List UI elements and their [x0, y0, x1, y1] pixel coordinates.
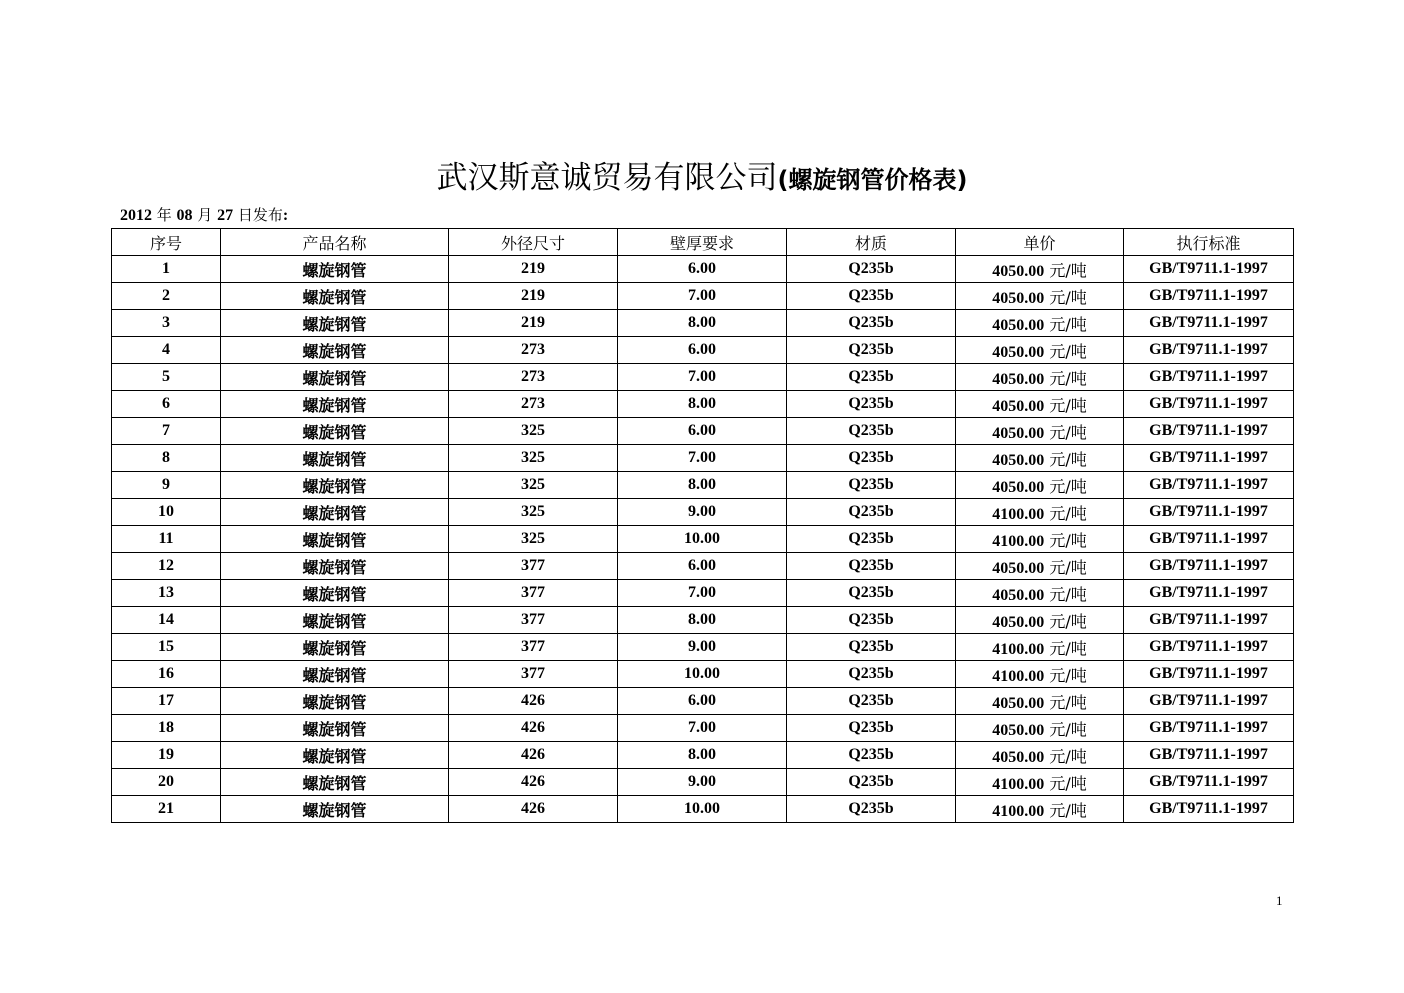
cell-material: Q235b [787, 499, 956, 526]
page-number: 1 [1276, 893, 1283, 908]
cell-product-name: 螺旋钢管 [221, 256, 449, 283]
cell-wall-thickness: 8.00 [618, 391, 787, 418]
cell-product-name: 螺旋钢管 [221, 661, 449, 688]
cell-outer-diameter: 426 [449, 796, 618, 823]
price-value: 4050.00 [992, 289, 1045, 307]
cell-unit-price [956, 256, 1124, 283]
cell-unit-price [956, 418, 1124, 445]
document-title [0, 156, 1404, 206]
cell-wall-thickness: 6.00 [618, 337, 787, 364]
cell-no: 18 [112, 715, 221, 742]
cell-product-name: 螺旋钢管 [221, 634, 449, 661]
header-unit-price: 单价 [956, 229, 1124, 256]
publish-day: 27 [217, 207, 234, 224]
cell-material: Q235b [787, 742, 956, 769]
cell-no: 15 [112, 634, 221, 661]
table-row [112, 364, 1294, 391]
cell-material: Q235b [787, 607, 956, 634]
table-row [112, 337, 1294, 364]
price-unit: 元/吨 [1044, 341, 1087, 361]
cell-wall-thickness: 6.00 [618, 418, 787, 445]
cell-product-name: 螺旋钢管 [221, 418, 449, 445]
cell-standard: GB/T9711.1-1997 [1124, 742, 1294, 769]
cell-unit-price [956, 796, 1124, 823]
price-unit: 元/吨 [1044, 530, 1087, 550]
cell-outer-diameter: 219 [449, 256, 618, 283]
cell-standard: GB/T9711.1-1997 [1124, 769, 1294, 796]
cell-wall-thickness: 8.00 [618, 472, 787, 499]
cell-standard: GB/T9711.1-1997 [1124, 418, 1294, 445]
price-value: 4050.00 [992, 343, 1045, 361]
cell-outer-diameter: 219 [449, 283, 618, 310]
cell-standard: GB/T9711.1-1997 [1124, 553, 1294, 580]
header-wall-thickness: 壁厚要求 [618, 229, 787, 256]
cell-material: Q235b [787, 553, 956, 580]
cell-outer-diameter: 426 [449, 715, 618, 742]
cell-no: 20 [112, 769, 221, 796]
price-value: 4050.00 [992, 397, 1045, 415]
table-header-row [112, 229, 1294, 256]
cell-outer-diameter: 325 [449, 472, 618, 499]
cell-no: 1 [112, 256, 221, 283]
cell-standard: GB/T9711.1-1997 [1124, 256, 1294, 283]
price-value: 4100.00 [992, 667, 1045, 685]
table-row [112, 499, 1294, 526]
publish-month: 08 [176, 207, 193, 224]
cell-no: 9 [112, 472, 221, 499]
cell-no: 14 [112, 607, 221, 634]
cell-unit-price [956, 580, 1124, 607]
table-row [112, 580, 1294, 607]
month-unit: 月 [192, 206, 218, 224]
cell-wall-thickness: 10.00 [618, 796, 787, 823]
table-row [112, 526, 1294, 553]
cell-no: 8 [112, 445, 221, 472]
cell-material: Q235b [787, 445, 956, 472]
header-no: 序号 [112, 229, 221, 256]
cell-outer-diameter: 377 [449, 553, 618, 580]
cell-no: 2 [112, 283, 221, 310]
price-unit: 元/吨 [1044, 260, 1087, 280]
price-value: 4100.00 [992, 532, 1045, 550]
price-value: 4050.00 [992, 451, 1045, 469]
company-name: 武汉斯意诚贸易有限公司 [436, 160, 778, 196]
header-material: 材质 [787, 229, 956, 256]
header-outer-diameter: 外径尺寸 [449, 229, 618, 256]
price-value: 4050.00 [992, 613, 1045, 631]
price-unit: 元/吨 [1044, 638, 1087, 658]
cell-outer-diameter: 325 [449, 445, 618, 472]
header-standard: 执行标准 [1124, 229, 1294, 256]
cell-outer-diameter: 273 [449, 391, 618, 418]
cell-material: Q235b [787, 526, 956, 553]
cell-unit-price [956, 742, 1124, 769]
cell-unit-price [956, 526, 1124, 553]
year-unit: 年 [152, 206, 177, 224]
price-unit: 元/吨 [1044, 584, 1087, 604]
cell-standard: GB/T9711.1-1997 [1124, 607, 1294, 634]
cell-unit-price [956, 715, 1124, 742]
table-row [112, 472, 1294, 499]
cell-wall-thickness: 6.00 [618, 688, 787, 715]
cell-wall-thickness: 9.00 [618, 499, 787, 526]
cell-no: 19 [112, 742, 221, 769]
cell-material: Q235b [787, 310, 956, 337]
cell-product-name: 螺旋钢管 [221, 742, 449, 769]
cell-outer-diameter: 377 [449, 634, 618, 661]
cell-material: Q235b [787, 661, 956, 688]
cell-material: Q235b [787, 256, 956, 283]
cell-product-name: 螺旋钢管 [221, 580, 449, 607]
cell-material: Q235b [787, 715, 956, 742]
cell-unit-price [956, 661, 1124, 688]
cell-wall-thickness: 10.00 [618, 661, 787, 688]
price-unit: 元/吨 [1044, 665, 1087, 685]
cell-standard: GB/T9711.1-1997 [1124, 337, 1294, 364]
price-unit: 元/吨 [1044, 449, 1087, 469]
cell-standard: GB/T9711.1-1997 [1124, 499, 1294, 526]
cell-product-name: 螺旋钢管 [221, 472, 449, 499]
cell-wall-thickness: 10.00 [618, 526, 787, 553]
cell-product-name: 螺旋钢管 [221, 715, 449, 742]
price-unit: 元/吨 [1044, 395, 1087, 415]
cell-product-name: 螺旋钢管 [221, 337, 449, 364]
cell-standard: GB/T9711.1-1997 [1124, 472, 1294, 499]
table-row [112, 634, 1294, 661]
cell-product-name: 螺旋钢管 [221, 769, 449, 796]
cell-material: Q235b [787, 364, 956, 391]
table-row [112, 283, 1294, 310]
publish-date [120, 204, 288, 225]
table-row [112, 661, 1294, 688]
table-row [112, 742, 1294, 769]
header-product-name: 产品名称 [221, 229, 449, 256]
cell-product-name: 螺旋钢管 [221, 283, 449, 310]
price-value: 4050.00 [992, 559, 1045, 577]
cell-product-name: 螺旋钢管 [221, 391, 449, 418]
cell-product-name: 螺旋钢管 [221, 445, 449, 472]
table-row [112, 769, 1294, 796]
cell-unit-price [956, 283, 1124, 310]
cell-standard: GB/T9711.1-1997 [1124, 526, 1294, 553]
table-row [112, 688, 1294, 715]
cell-standard: GB/T9711.1-1997 [1124, 283, 1294, 310]
cell-no: 6 [112, 391, 221, 418]
date-colon: : [282, 207, 289, 224]
cell-product-name: 螺旋钢管 [221, 688, 449, 715]
cell-unit-price [956, 769, 1124, 796]
price-value: 4050.00 [992, 316, 1045, 334]
cell-material: Q235b [787, 283, 956, 310]
price-value: 4050.00 [992, 424, 1045, 442]
table-row [112, 607, 1294, 634]
table-row [112, 256, 1294, 283]
cell-material: Q235b [787, 580, 956, 607]
cell-wall-thickness: 8.00 [618, 607, 787, 634]
cell-standard: GB/T9711.1-1997 [1124, 634, 1294, 661]
cell-outer-diameter: 426 [449, 769, 618, 796]
cell-no: 17 [112, 688, 221, 715]
cell-standard: GB/T9711.1-1997 [1124, 445, 1294, 472]
cell-wall-thickness: 7.00 [618, 445, 787, 472]
table-row [112, 445, 1294, 472]
price-value: 4050.00 [992, 694, 1045, 712]
price-value: 4050.00 [992, 478, 1045, 496]
cell-unit-price [956, 337, 1124, 364]
cell-material: Q235b [787, 796, 956, 823]
cell-wall-thickness: 7.00 [618, 580, 787, 607]
cell-product-name: 螺旋钢管 [221, 796, 449, 823]
cell-standard: GB/T9711.1-1997 [1124, 310, 1294, 337]
cell-no: 16 [112, 661, 221, 688]
cell-product-name: 螺旋钢管 [221, 364, 449, 391]
cell-wall-thickness: 6.00 [618, 553, 787, 580]
price-unit: 元/吨 [1044, 800, 1087, 820]
cell-wall-thickness: 6.00 [618, 256, 787, 283]
cell-material: Q235b [787, 634, 956, 661]
cell-wall-thickness: 8.00 [618, 310, 787, 337]
title-subtitle: (螺旋钢管价格表) [777, 166, 968, 194]
cell-wall-thickness: 7.00 [618, 715, 787, 742]
table-body [112, 256, 1294, 823]
price-value: 4100.00 [992, 640, 1045, 658]
cell-unit-price [956, 688, 1124, 715]
cell-no: 7 [112, 418, 221, 445]
table-row [112, 553, 1294, 580]
cell-material: Q235b [787, 472, 956, 499]
cell-wall-thickness: 9.00 [618, 769, 787, 796]
cell-no: 3 [112, 310, 221, 337]
cell-outer-diameter: 273 [449, 337, 618, 364]
cell-material: Q235b [787, 391, 956, 418]
cell-no: 12 [112, 553, 221, 580]
table-row [112, 796, 1294, 823]
price-value: 4100.00 [992, 802, 1045, 820]
cell-product-name: 螺旋钢管 [221, 526, 449, 553]
price-unit: 元/吨 [1044, 746, 1087, 766]
price-table [111, 228, 1294, 823]
cell-outer-diameter: 377 [449, 661, 618, 688]
cell-no: 4 [112, 337, 221, 364]
price-unit: 元/吨 [1044, 773, 1087, 793]
price-value: 4100.00 [992, 775, 1045, 793]
table-row [112, 715, 1294, 742]
price-value: 4050.00 [992, 586, 1045, 604]
price-value: 4100.00 [992, 505, 1045, 523]
price-unit: 元/吨 [1044, 287, 1087, 307]
cell-product-name: 螺旋钢管 [221, 553, 449, 580]
cell-outer-diameter: 426 [449, 688, 618, 715]
price-value: 4050.00 [992, 721, 1045, 739]
cell-unit-price [956, 445, 1124, 472]
price-unit: 元/吨 [1044, 314, 1087, 334]
cell-outer-diameter: 273 [449, 364, 618, 391]
cell-standard: GB/T9711.1-1997 [1124, 796, 1294, 823]
price-value: 4050.00 [992, 262, 1045, 280]
price-unit: 元/吨 [1044, 422, 1087, 442]
price-unit: 元/吨 [1044, 692, 1087, 712]
day-unit: 日发布 [233, 206, 283, 224]
table-row [112, 418, 1294, 445]
cell-standard: GB/T9711.1-1997 [1124, 688, 1294, 715]
cell-unit-price [956, 391, 1124, 418]
cell-outer-diameter: 325 [449, 526, 618, 553]
cell-unit-price [956, 499, 1124, 526]
price-value: 4050.00 [992, 748, 1045, 766]
cell-no: 5 [112, 364, 221, 391]
cell-material: Q235b [787, 418, 956, 445]
price-unit: 元/吨 [1044, 503, 1087, 523]
cell-wall-thickness: 7.00 [618, 283, 787, 310]
table-row [112, 391, 1294, 418]
cell-outer-diameter: 219 [449, 310, 618, 337]
price-unit: 元/吨 [1044, 611, 1087, 631]
cell-outer-diameter: 377 [449, 580, 618, 607]
price-value: 4050.00 [992, 370, 1045, 388]
price-unit: 元/吨 [1044, 476, 1087, 496]
price-unit: 元/吨 [1044, 368, 1087, 388]
cell-material: Q235b [787, 337, 956, 364]
cell-unit-price [956, 310, 1124, 337]
table-row [112, 310, 1294, 337]
cell-standard: GB/T9711.1-1997 [1124, 580, 1294, 607]
publish-year: 2012 [120, 207, 152, 224]
cell-outer-diameter: 325 [449, 499, 618, 526]
cell-unit-price [956, 364, 1124, 391]
cell-outer-diameter: 377 [449, 607, 618, 634]
cell-standard: GB/T9711.1-1997 [1124, 391, 1294, 418]
cell-unit-price [956, 607, 1124, 634]
cell-material: Q235b [787, 769, 956, 796]
cell-outer-diameter: 426 [449, 742, 618, 769]
cell-standard: GB/T9711.1-1997 [1124, 364, 1294, 391]
cell-product-name: 螺旋钢管 [221, 310, 449, 337]
cell-unit-price [956, 553, 1124, 580]
cell-product-name: 螺旋钢管 [221, 607, 449, 634]
cell-unit-price [956, 472, 1124, 499]
cell-product-name: 螺旋钢管 [221, 499, 449, 526]
cell-wall-thickness: 8.00 [618, 742, 787, 769]
cell-material: Q235b [787, 688, 956, 715]
cell-standard: GB/T9711.1-1997 [1124, 661, 1294, 688]
cell-no: 10 [112, 499, 221, 526]
cell-outer-diameter: 325 [449, 418, 618, 445]
cell-no: 21 [112, 796, 221, 823]
cell-wall-thickness: 7.00 [618, 364, 787, 391]
cell-no: 11 [112, 526, 221, 553]
price-unit: 元/吨 [1044, 719, 1087, 739]
cell-standard: GB/T9711.1-1997 [1124, 715, 1294, 742]
price-unit: 元/吨 [1044, 557, 1087, 577]
cell-wall-thickness: 9.00 [618, 634, 787, 661]
cell-no: 13 [112, 580, 221, 607]
cell-unit-price [956, 634, 1124, 661]
